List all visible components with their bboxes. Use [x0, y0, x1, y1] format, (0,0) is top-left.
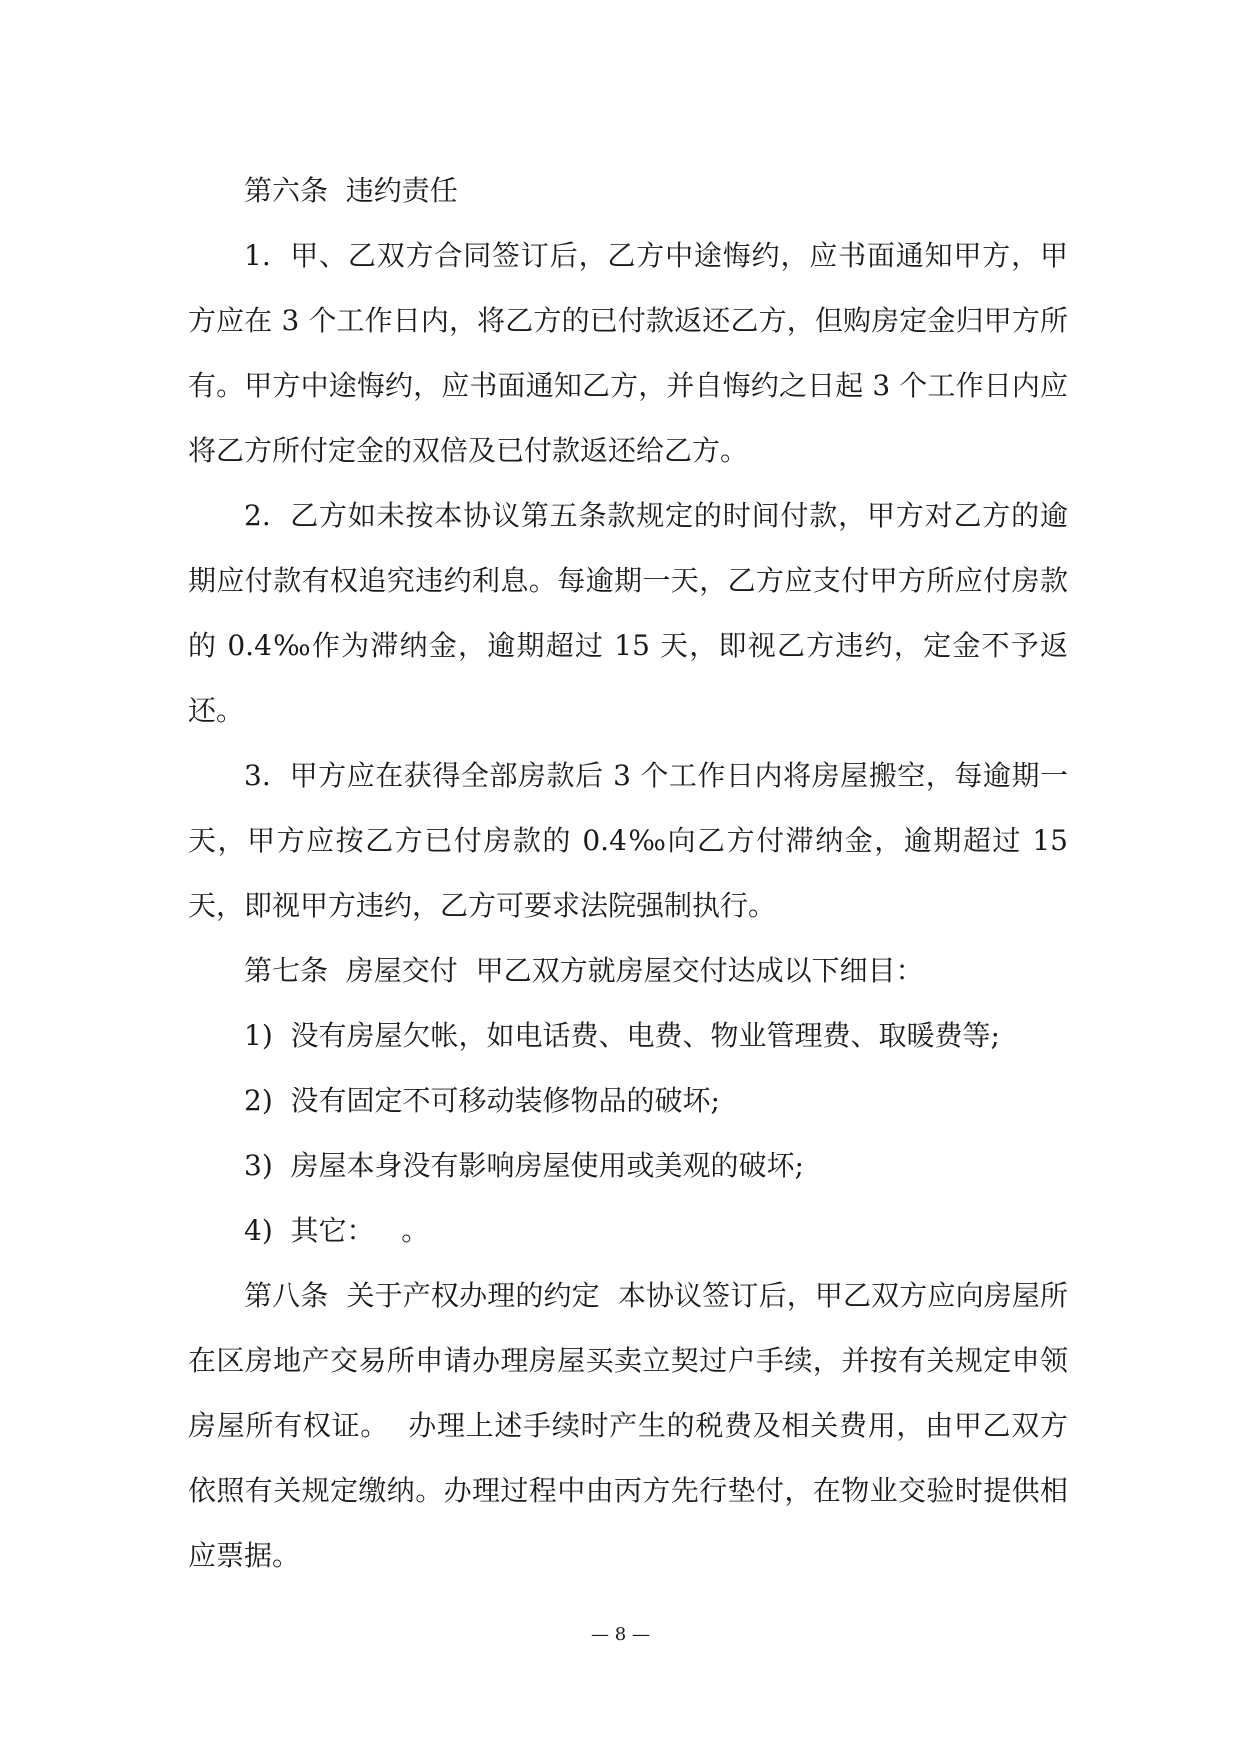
document-body	[188, 158, 1077, 1588]
article-8-paragraph: 第八条 关于产权办理的约定 本协议签订后，甲乙双方应向房屋所在区房地产交易所申请办理房屋买卖立契过户手续，并按有关规定申领房屋所有权证。 办理上述手续时产生的税费及相关费用，由甲乙双方依照有关规定缴纳。办理过程中由丙方先行垫付，在物业交验时提供相应票据。	[188, 1279, 1068, 1572]
article-6-heading: 第六条 违约责任	[244, 174, 458, 207]
article-7-item-4: 4) 其它： 。	[244, 1214, 430, 1247]
article-6-clause-2: 2. 乙方如未按本协议第五条款规定的时间付款，甲方对乙方的逾期应付款有权追究违约利息。每逾期一天，乙方应支付甲方所应付房款的 0.4‰作为滞纳金，逾期超过 15 天，即视乙方违约，定金不予返还。	[188, 499, 1068, 727]
page-number: — 8 —	[591, 1624, 650, 1645]
article-7-item-1: 1) 没有房屋欠帐，如电话费、电费、物业管理费、取暖费等;	[244, 1019, 1000, 1052]
article-7-heading: 第七条 房屋交付 甲乙双方就房屋交付达成以下细目：	[244, 954, 924, 987]
article-6-clause-3: 3. 甲方应在获得全部房款后 3 个工作日内将房屋搬空，每逾期一天，甲方应按乙方已付房款的 0.4‰向乙方付滞纳金，逾期超过 15 天，即视甲方违约，乙方可要求法院强制执行。	[188, 759, 1077, 922]
article-7-item-3: 3) 房屋本身没有影响房屋使用或美观的破坏;	[244, 1149, 804, 1182]
article-7-item-2: 2) 没有固定不可移动装修物品的破坏;	[244, 1084, 720, 1117]
article-6-clause-1: 1. 甲、乙双方合同签订后，乙方中途悔约，应书面通知甲方，甲方应在 3 个工作日内，将乙方的已付款返还乙方，但购房定金归甲方所有。甲方中途悔约，应书面通知乙方，并自悔约之日起 3 个工作日内应将乙方所付定金的双倍及已付款返还给乙方。	[188, 239, 1068, 467]
